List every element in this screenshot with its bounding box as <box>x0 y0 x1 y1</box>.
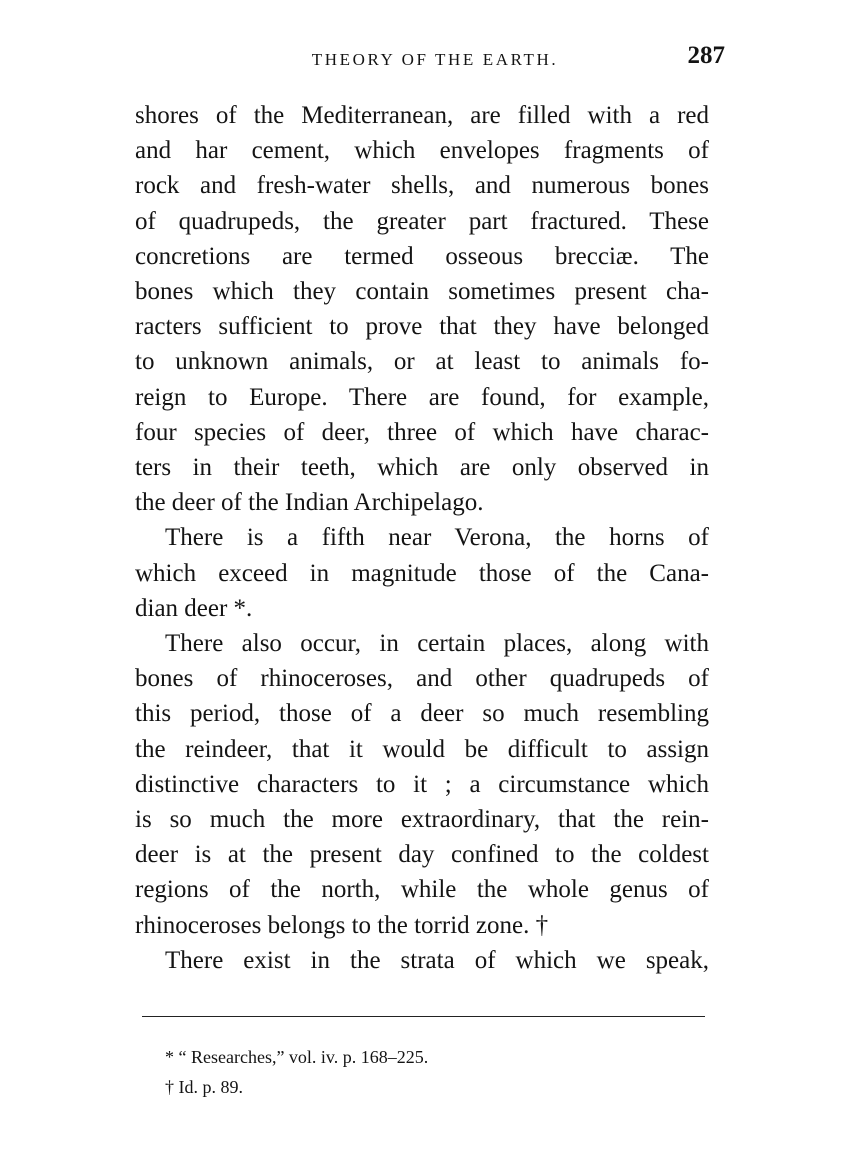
paragraph <box>135 520 709 626</box>
paragraph <box>135 943 709 978</box>
text-line: There exist in the strata of which we speak, <box>165 946 709 974</box>
text-line: rock and fresh-water shells, and numerous bones <box>135 172 709 200</box>
footnote-rule <box>142 1016 705 1017</box>
text-line: regions of the north, while the whole genus of <box>135 876 709 904</box>
text-line: the deer of the Indian Archipelago. <box>135 489 484 517</box>
text-line: distinctive characters to it ; a circumstance which <box>135 770 709 798</box>
text-line: shores of the Mediterranean, are filled with a red <box>135 102 709 129</box>
text-line: and har cement, which envelopes fragments of <box>135 137 709 165</box>
footnote: * “ Researches,” vol. iv. p. 168–225. <box>165 1047 429 1067</box>
text-line: is so much the more extraordinary, that the rein- <box>135 806 709 834</box>
page-number: 287 <box>687 42 725 69</box>
body-text <box>135 98 709 978</box>
text-line: rhinoceroses belongs to the torrid zone. † <box>135 911 549 939</box>
text-line: racters sufficient to prove that they have belonged <box>135 313 709 341</box>
text-line: four species of deer, three of which have charac- <box>135 418 709 446</box>
text-line: There is a fifth near Verona, the horns of <box>165 524 709 552</box>
text-line: this period, those of a deer so much resembling <box>135 700 709 728</box>
running-title: THEORY OF THE EARTH. <box>311 50 559 69</box>
text-line: which exceed in magnitude those of the Cana- <box>135 559 709 587</box>
text-line: of quadrupeds, the greater part fractured. These <box>135 207 709 235</box>
running-head <box>135 40 725 80</box>
text-line: the reindeer, that it would be difficult to assign <box>135 735 709 763</box>
text-line: to unknown animals, or at least to animals fo- <box>135 348 709 376</box>
footnote: † Id. p. 89. <box>165 1077 243 1097</box>
text-line: bones which they contain sometimes present cha- <box>135 278 709 306</box>
text-line: dian deer *. <box>135 594 253 622</box>
footnotes <box>165 1042 705 1102</box>
text-line: deer is at the present day confined to the coldest <box>135 841 709 869</box>
text-line: concretions are termed osseous brecciæ. The <box>135 242 709 270</box>
text-line: reign to Europe. There are found, for example, <box>135 383 709 411</box>
text-line: ters in their teeth, which are only observed in <box>135 454 709 482</box>
text-line: There also occur, in certain places, along with <box>165 630 709 658</box>
text-line: bones of rhinoceroses, and other quadrupeds of <box>135 665 709 693</box>
paragraph <box>135 626 709 943</box>
paragraph <box>135 98 709 520</box>
